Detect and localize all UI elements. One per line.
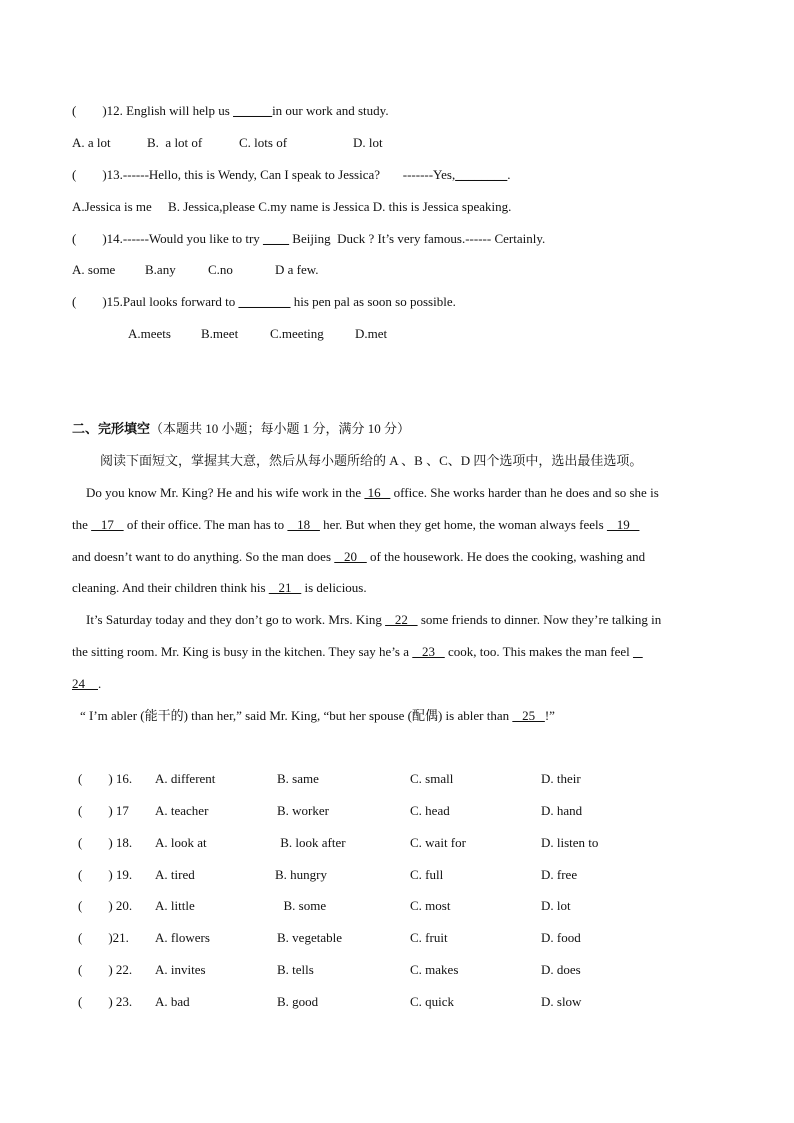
question-stem: ( bbox=[72, 103, 77, 118]
passage-text: of the housework. He does the cooking, washing and bbox=[366, 549, 646, 564]
passage-blank: 21 bbox=[268, 580, 302, 595]
option-a: A. flowers bbox=[155, 930, 210, 945]
question-stem: )15.Paul looks forward to bbox=[76, 294, 239, 309]
question-stem: . bbox=[507, 167, 511, 182]
question-stem: ( bbox=[72, 231, 77, 246]
answer-blank: ________ bbox=[238, 294, 291, 309]
option-a: A. some bbox=[72, 262, 116, 277]
option-a: A. invites bbox=[155, 962, 206, 977]
option-d: D. hand bbox=[541, 803, 583, 818]
question-stem: )14.------Would you like to try bbox=[76, 231, 264, 246]
option-b: B.any bbox=[145, 262, 176, 277]
cloze-number: ( )21. bbox=[78, 930, 129, 945]
option-a: A. teacher bbox=[155, 803, 209, 818]
cloze-number: ( ) 23. bbox=[78, 994, 133, 1009]
passage-line bbox=[72, 676, 101, 692]
options-line: A.Jessica is me B. Jessica,please C.my name is Jessica D. this is Jessica speaking. bbox=[72, 199, 512, 214]
question-13 bbox=[72, 167, 510, 183]
option-c: C.meeting bbox=[270, 326, 324, 341]
cloze-number: ( ) 17 bbox=[78, 803, 129, 818]
passage-blank: 16 bbox=[364, 485, 391, 500]
passage-text: cleaning. And their children think his bbox=[72, 580, 269, 595]
passage-text: Do you know Mr. King? He and his wife work in the bbox=[86, 485, 365, 500]
option-b: B. tells bbox=[277, 962, 314, 977]
passage-text: her. But when they get home, the woman always feels bbox=[319, 517, 607, 532]
passage-blank bbox=[633, 644, 643, 659]
option-d: D. does bbox=[541, 962, 581, 977]
passage-text: cook, too. This makes the man feel bbox=[444, 644, 633, 659]
option-a: A. look at bbox=[155, 835, 207, 850]
option-c: C. makes bbox=[410, 962, 459, 977]
cloze-number: ( ) 20. bbox=[78, 898, 133, 913]
question-stem: )12. English will help us bbox=[76, 103, 234, 118]
passage-text: It’s Saturday today and they don’t go to work. Mrs. King bbox=[86, 612, 386, 627]
passage-text: !” bbox=[544, 708, 555, 723]
option-d: D.met bbox=[355, 326, 388, 341]
option-b: B. hungry bbox=[275, 867, 327, 882]
option-c: C. head bbox=[410, 803, 450, 818]
passage-blank: 25 bbox=[512, 708, 545, 723]
option-b: B. look after bbox=[277, 835, 346, 850]
option-c: C. wait for bbox=[410, 835, 466, 850]
passage-blank: 19 bbox=[606, 517, 640, 532]
question-stem: Beijing Duck ? It’s very famous.------ Certainly. bbox=[289, 231, 546, 246]
option-a: A. different bbox=[155, 771, 216, 786]
answer-blank: ________ bbox=[455, 167, 508, 182]
option-b: B. some bbox=[277, 898, 327, 913]
question-stem: ( bbox=[72, 294, 77, 309]
question-stem: ( bbox=[72, 167, 77, 182]
passage-blank: 23 bbox=[412, 644, 445, 659]
option-a: A. little bbox=[155, 898, 195, 913]
option-b: B. a lot of bbox=[147, 135, 203, 150]
option-c: C. most bbox=[410, 898, 451, 913]
passage-text: of their office. The man has to bbox=[123, 517, 288, 532]
option-a: A. a lot bbox=[72, 135, 111, 150]
option-d: D a few. bbox=[275, 262, 319, 277]
option-a: A.meets bbox=[128, 326, 171, 341]
option-b: B. worker bbox=[277, 803, 329, 818]
question-15 bbox=[72, 294, 456, 310]
passage-blank: 18 bbox=[287, 517, 320, 532]
option-c: C. fruit bbox=[410, 930, 448, 945]
option-c: C. small bbox=[410, 771, 454, 786]
cloze-number: ( ) 16. bbox=[78, 771, 133, 786]
section-subtitle: （本题共 10 小题；每小题 1 分，满分 10 分） bbox=[150, 421, 411, 436]
option-a: A. tired bbox=[155, 867, 195, 882]
cloze-number: ( ) 19. bbox=[78, 867, 133, 882]
question-14 bbox=[72, 231, 545, 247]
question-stem: in our work and study. bbox=[272, 103, 389, 118]
option-d: D. free bbox=[541, 867, 578, 882]
passage-line bbox=[72, 580, 367, 596]
passage-text: “ I’m abler (能干的) than her,” said Mr. King, “but her spouse (配偶) is abler than bbox=[80, 708, 513, 723]
passage-text: the sitting room. Mr. King is busy in the kitchen. They say he’s a bbox=[72, 644, 413, 659]
section-heading bbox=[72, 421, 410, 437]
option-a: A. bad bbox=[155, 994, 190, 1009]
passage-text: . bbox=[98, 676, 102, 691]
option-b: B. vegetable bbox=[277, 930, 342, 945]
passage-text: some friends to dinner. Now they’re talking in bbox=[417, 612, 662, 627]
cloze-number: ( ) 22. bbox=[78, 962, 133, 977]
cloze-number: ( ) 18. bbox=[78, 835, 133, 850]
section-title: 二、完形填空 bbox=[72, 421, 151, 436]
passage-text: the bbox=[72, 517, 92, 532]
passage-text: is delicious. bbox=[301, 580, 367, 595]
passage-line bbox=[72, 549, 645, 565]
section-instruction: 阅读下面短文，掌握其大意，然后从每小题所给的 A 、B 、C、D 四个选项中，选出最佳选项。 bbox=[100, 453, 643, 468]
passage-blank: 17 bbox=[91, 517, 124, 532]
passage-text: office. She works harder than he does and so she is bbox=[390, 485, 659, 500]
option-d: D. lot bbox=[353, 135, 383, 150]
passage-line bbox=[72, 517, 639, 533]
option-c: C. lots of bbox=[239, 135, 288, 150]
option-c: C.no bbox=[208, 262, 233, 277]
option-d: D. food bbox=[541, 930, 581, 945]
passage-line bbox=[72, 644, 643, 660]
passage-line bbox=[80, 708, 555, 724]
question-12 bbox=[72, 103, 389, 119]
option-d: D. slow bbox=[541, 994, 582, 1009]
answer-blank: ____ bbox=[263, 231, 290, 246]
option-b: B. same bbox=[277, 771, 319, 786]
option-d: D. lot bbox=[541, 898, 571, 913]
option-b: B.meet bbox=[201, 326, 239, 341]
passage-blank: 22 bbox=[385, 612, 418, 627]
passage-blank: 24 bbox=[72, 676, 98, 691]
question-stem: his pen pal as soon so possible. bbox=[290, 294, 456, 309]
answer-blank: ______ bbox=[233, 103, 273, 118]
option-b: B. good bbox=[277, 994, 319, 1009]
option-c: C. full bbox=[410, 867, 444, 882]
question-stem: )13.------Hello, this is Wendy, Can I speak to Jessica? -------Yes, bbox=[76, 167, 456, 182]
option-d: D. their bbox=[541, 771, 581, 786]
passage-line bbox=[86, 612, 661, 628]
option-d: D. listen to bbox=[541, 835, 599, 850]
passage-blank: 20 bbox=[334, 549, 367, 564]
passage-line bbox=[86, 485, 659, 501]
passage-text: and doesn’t want to do anything. So the man does bbox=[72, 549, 335, 564]
option-c: C. quick bbox=[410, 994, 455, 1009]
